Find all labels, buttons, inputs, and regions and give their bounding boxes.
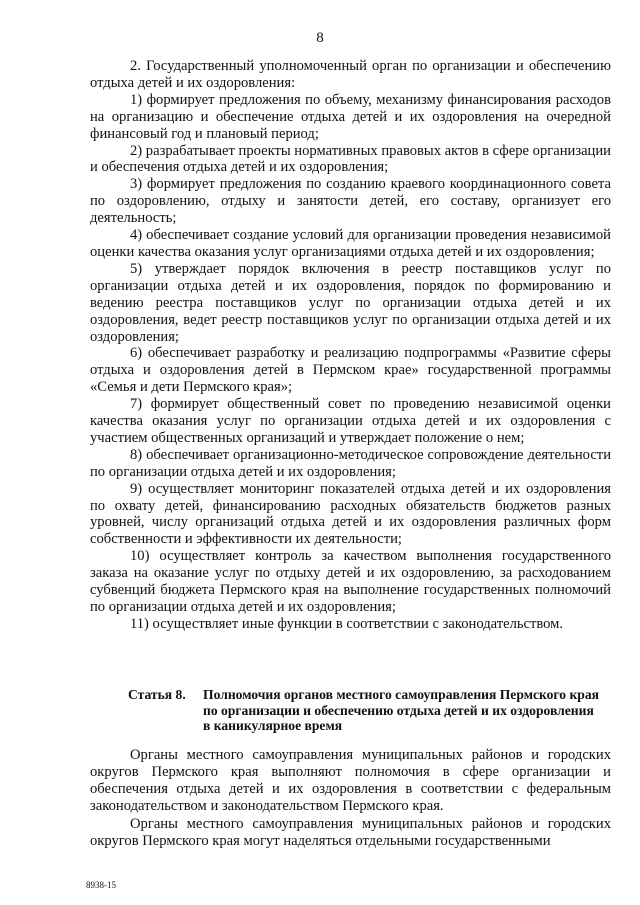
list-item: 5) утверждает порядок включения в реестр поставщиков услуг по организации отдыха детей и их оздоровления, порядок по формированию и ведению реестра поставщиков услуг по организации отдыха детей и их оздоровления, ведет реестр поставщиков услуг по организации отдыха детей и их оздоровления; xyxy=(90,260,611,345)
paragraph: Органы местного самоуправления муниципальных районов и городских округов Пермского края выполняют полномочия в сфере организации и обеспечения отдыха детей и их оздоровления в соответствии с федеральным законодательством и законодательством Пермского края. xyxy=(90,747,611,814)
paragraph: 2. Государственный уполномоченный орган по организации и обеспечению отдыха детей и их оздоровления: xyxy=(90,58,611,91)
footer-document-code: 8938-15 xyxy=(86,880,116,890)
body-text-section xyxy=(90,58,611,633)
list-item: 8) обеспечивает организационно-методическое сопровождение деятельности по организации отдыха детей и их оздоровления; xyxy=(90,446,611,480)
article-body xyxy=(90,747,611,849)
list-item: 3) формирует предложения по созданию краевого координационного совета по оздоровлению, отдыху и занятости детей, его составу, организует его деятельность; xyxy=(90,176,611,227)
article-title: Полномочия органов местного самоуправления Пермского края по организации и обеспечению отдыха детей и их оздоровления в каникулярное время xyxy=(203,687,600,733)
list-item: 11) осуществляет иные функции в соответствии с законодательством. xyxy=(130,615,564,632)
paragraph: Органы местного самоуправления муниципальных районов и городских округов Пермского края могут наделяться отдельными государственными xyxy=(90,815,611,849)
list-item: 2) разрабатывает проекты нормативных правовых актов в сфере организации и обеспечения отдыха детей и их оздоровления; xyxy=(90,142,611,176)
article-number: Статья 8. xyxy=(128,687,186,702)
list-item: 1) формирует предложения по объему, механизму финансирования расходов на организацию и обеспечение отдыха детей и их оздоровления на очередной финансовый год и плановый период; xyxy=(90,91,611,142)
list-item: 9) осуществляет мониторинг показателей отдыха детей и их оздоровления по охвату детей, финансированию расходных обязательств бюджетов разных уровней, числу организаций отдыха детей и их оздоровления различных форм собственности и эффективности их деятельности; xyxy=(90,480,611,548)
page-number: 8 xyxy=(316,30,324,46)
list-item: 6) обеспечивает разработку и реализацию подпрограммы «Развитие сферы отдыха и оздоровления детей в Пермском крае» государственной программы «Семья и дети Пермского края»; xyxy=(90,345,611,396)
list-item: 4) обеспечивает создание условий для организации проведения независимой оценки качества оказания услуг организациями отдыха детей и их оздоровления; xyxy=(90,227,611,260)
list-item: 7) формирует общественный совет по проведению независимой оценки качества оказания услуг по организации отдыха детей и их оздоровления с участием общественных организаций и утверждает положение о нем; xyxy=(90,396,611,446)
list-item: 10) осуществляет контроль за качеством выполнения государственного заказа на оказание услуг по отдыху детей и их оздоровлению, за расходованием субвенций бюджета Пермского края на выполнение государственных полномочий по организации отдыха детей и их оздоровления; xyxy=(90,548,611,615)
